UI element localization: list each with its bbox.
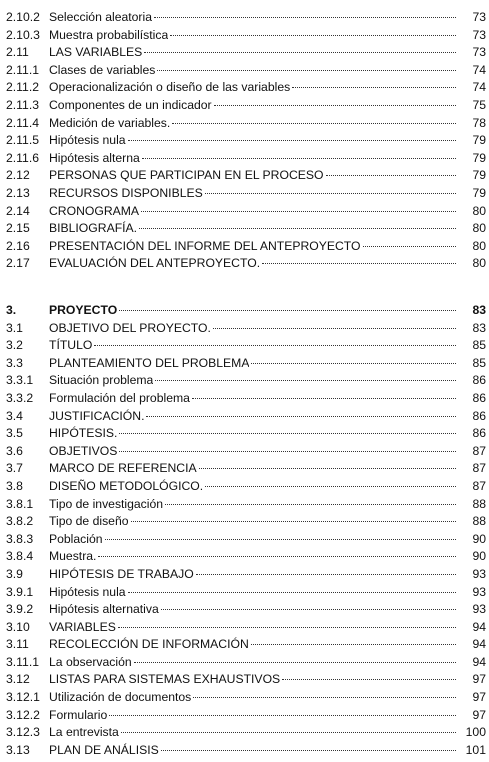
toc-entry-page: 80 [472, 256, 486, 271]
dot-leader [154, 17, 456, 18]
dot-leader [251, 644, 456, 645]
toc-entry [0, 355, 489, 373]
toc-entry-title: Hipótesis nula [49, 133, 126, 148]
toc-entry-number: 3.12.3 [6, 725, 40, 740]
toc-entry [0, 337, 489, 355]
toc-entry-number: 3.8.4 [6, 549, 34, 564]
toc-entry [0, 44, 489, 62]
toc-entry [0, 548, 489, 566]
toc-entry-page: 93 [472, 602, 486, 617]
toc-entry-title: Muestra probabilística [49, 27, 169, 42]
dot-leader [161, 609, 456, 610]
toc-entry-page: 78 [472, 115, 486, 130]
toc-entry-page: 85 [472, 355, 486, 370]
toc-entry-title: La observación [49, 654, 132, 669]
toc-entry-page: 87 [472, 478, 486, 493]
toc-entry-page: 86 [472, 408, 486, 423]
toc-entry-number: 3.3.2 [6, 390, 34, 405]
dot-leader [214, 105, 456, 106]
dot-leader [165, 504, 456, 505]
toc-entry [0, 443, 489, 461]
toc-entry-title: Situación problema [49, 373, 154, 388]
toc-entry-title: JUSTIFICACIÓN. [49, 408, 145, 423]
toc-entry [0, 531, 489, 549]
toc-entry-page: 79 [472, 133, 486, 148]
toc-entry-number: 2.10.3 [6, 27, 40, 42]
toc-entry-page: 80 [472, 203, 486, 218]
toc-entry [0, 320, 489, 338]
toc-entry-page: 83 [472, 320, 486, 335]
dot-leader [119, 451, 456, 452]
toc-entry-number: 2.14 [6, 203, 30, 218]
toc-entry-title: LISTAS PARA SISTEMAS EXHAUSTIVOS [49, 672, 281, 687]
toc-entry-number: 2.16 [6, 238, 30, 253]
toc-entry-number: 3.8.2 [6, 514, 34, 529]
toc-entry-page: 94 [472, 654, 486, 669]
toc-entry [0, 79, 489, 97]
toc-entry-page: 73 [472, 27, 486, 42]
toc-entry-number: 3.3 [6, 355, 23, 370]
toc-entry-number: 2.11.4 [6, 115, 39, 130]
toc-entry-page: 101 [465, 742, 486, 757]
toc-entry-number: 3.13 [6, 742, 30, 757]
toc-entry-title: Tipo de diseño [49, 514, 129, 529]
dot-leader [128, 592, 456, 593]
toc-entry-number: 2.11 [6, 45, 29, 60]
toc-entry-title: Clases de variables [49, 62, 156, 77]
toc-section-chapter-3 [0, 302, 489, 759]
toc-entry-title: CRONOGRAMA [49, 203, 140, 218]
toc-entry-title: Medición de variables. [49, 115, 171, 130]
toc-entry-number: 2.17 [6, 256, 30, 271]
dot-leader [282, 679, 456, 680]
toc-entry-title: DISEÑO METODOLÓGICO. [49, 478, 204, 493]
toc-entry-title: BIBLIOGRAFÍA. [49, 221, 138, 236]
dot-leader [139, 228, 456, 229]
dot-leader [109, 715, 456, 716]
toc-entry-number: 2.12 [6, 168, 30, 183]
dot-leader [157, 70, 456, 71]
toc-entry [0, 671, 489, 689]
toc-entry-title: HIPÓTESIS DE TRABAJO [49, 566, 194, 581]
dot-leader [205, 486, 456, 487]
toc-entry [0, 513, 489, 531]
toc-entry [0, 478, 489, 496]
toc-entry [0, 167, 489, 185]
toc-entry-title: PLANTEAMIENTO DEL PROBLEMA [49, 355, 250, 370]
toc-entry-page: 73 [472, 45, 486, 60]
dot-leader [326, 175, 456, 176]
toc-entry [0, 601, 489, 619]
toc-entry [0, 115, 489, 133]
toc-entry-title: LAS VARIABLES [49, 45, 143, 60]
toc-entry-number: 3.11.1 [6, 654, 39, 669]
dot-leader [170, 35, 456, 36]
toc-entry-number: 3.5 [6, 426, 23, 441]
toc-entry [0, 9, 489, 27]
toc-entry [0, 185, 489, 203]
toc-entry-page: 86 [472, 390, 486, 405]
toc-entry-page: 86 [472, 373, 486, 388]
toc-entry-page: 97 [472, 707, 486, 722]
toc-entry [0, 62, 489, 80]
toc-entry-number: 3.9.2 [6, 602, 34, 617]
toc-entry-page: 93 [472, 566, 486, 581]
dot-leader [292, 87, 456, 88]
toc-entry-number: 2.11.5 [6, 133, 39, 148]
toc-entry-title: PRESENTACIÓN DEL INFORME DEL ANTEPROYECTO [49, 238, 361, 253]
toc-entry-page: 80 [472, 221, 486, 236]
toc-entry-page: 86 [472, 426, 486, 441]
toc-entry-title: Formulario [49, 707, 108, 722]
toc-entry [0, 689, 489, 707]
toc-entry-page: 79 [472, 168, 486, 183]
toc-entry [0, 27, 489, 45]
dot-leader [98, 556, 456, 557]
toc-entry [0, 566, 489, 584]
toc-entry-page: 79 [472, 150, 486, 165]
toc-entry [0, 238, 489, 256]
toc-entry [0, 584, 489, 602]
toc-entry [0, 496, 489, 514]
toc-entry-page: 74 [472, 62, 486, 77]
dot-leader [128, 140, 456, 141]
dot-leader [205, 193, 456, 194]
toc-entry-number: 2.11.3 [6, 97, 39, 112]
dot-leader [161, 750, 456, 751]
toc-entry [0, 372, 489, 390]
toc-entry-page: 94 [472, 619, 486, 634]
toc-entry-title: EVALUACIÓN DEL ANTEPROYECTO. [49, 256, 261, 271]
toc-entry [0, 97, 489, 115]
toc-entry [0, 742, 489, 760]
toc-entry-number: 3.9.1 [6, 584, 34, 599]
toc-entry-number: 3.8 [6, 478, 23, 493]
toc-entry-title: Utilización de documentos [49, 690, 192, 705]
toc-entry-title: PERSONAS QUE PARTICIPAN EN EL PROCESO [49, 168, 324, 183]
toc-entry-number: 2.13 [6, 185, 30, 200]
toc-entry-title: Selección aleatoria [49, 10, 152, 24]
dot-leader [118, 627, 456, 628]
toc-entry-title: Formulación del problema [49, 390, 190, 405]
toc-entry-number: 3.9 [6, 566, 23, 581]
toc-entry [0, 460, 489, 478]
toc-entry-title: Tipo de investigación [49, 496, 164, 511]
toc-entry-number: 3.7 [6, 461, 23, 476]
dot-leader [193, 697, 456, 698]
dot-leader [196, 574, 456, 575]
toc-entry-page: 74 [472, 80, 486, 95]
toc-entry [0, 132, 489, 150]
toc-entry-title: TÍTULO [49, 338, 93, 353]
toc-entry-page: 90 [472, 531, 486, 546]
toc-entry [0, 203, 489, 221]
toc-entry [0, 255, 489, 273]
toc-entry [0, 302, 489, 320]
toc-entry [0, 654, 489, 672]
toc-entry-number: 2.11.2 [6, 80, 39, 95]
toc-entry-number: 3.10 [6, 619, 30, 634]
toc-entry-number: 3.12.2 [6, 707, 40, 722]
toc-entry-title: Hipótesis nula [49, 584, 126, 599]
toc-entry [0, 150, 489, 168]
toc-entry-title: Población [49, 531, 103, 546]
toc-entry-title: Hipótesis alterna [49, 150, 140, 165]
toc-entry-number: 2.11.1 [6, 62, 39, 77]
toc-entry-page: 100 [465, 725, 486, 740]
dot-leader [141, 211, 456, 212]
toc-entry-number: 2.11.6 [6, 150, 39, 165]
dot-leader [213, 328, 456, 329]
toc-entry-page: 88 [472, 514, 486, 529]
dot-leader [199, 468, 456, 469]
toc-entry [0, 636, 489, 654]
toc-entry-page: 97 [472, 690, 486, 705]
dot-leader [251, 363, 456, 364]
dot-leader [142, 158, 456, 159]
dot-leader [172, 123, 456, 124]
toc-entry-number: 3.8.1 [6, 496, 34, 511]
dot-leader [155, 380, 456, 381]
toc-entry-number: 3.8.3 [6, 531, 34, 546]
toc-entry [0, 390, 489, 408]
toc-entry-title: VARIABLES [49, 619, 116, 634]
toc-entry-number: 3.12.1 [6, 690, 40, 705]
toc-entry-number: 3.1 [6, 320, 23, 335]
toc-entry-number: 3.2 [6, 338, 23, 353]
toc-entry-title: Hipótesis alternativa [49, 602, 159, 617]
toc-entry-title: MARCO DE REFERENCIA [49, 461, 197, 476]
toc-entry-number: 2.10.2 [6, 10, 40, 24]
toc-entry-number: 2.15 [6, 221, 30, 236]
dot-leader [144, 52, 456, 53]
toc-entry-number: 3.11 [6, 637, 29, 652]
toc-entry [0, 707, 489, 725]
toc-entry-page: 88 [472, 496, 486, 511]
toc-entry-title: PROYECTO [49, 303, 118, 317]
dot-leader [134, 662, 456, 663]
dot-leader [105, 539, 456, 540]
toc-entry-page: 94 [472, 637, 486, 652]
toc-entry-page: 87 [472, 443, 486, 458]
toc-entry [0, 425, 489, 443]
toc-entry-title: Componentes de un indicador [49, 97, 212, 112]
toc-entry-number: 3.12 [6, 672, 30, 687]
dot-leader [94, 345, 456, 346]
toc-entry-page: 85 [472, 338, 486, 353]
toc-entry-title: La entrevista [49, 725, 119, 740]
dot-leader [119, 433, 456, 434]
dot-leader [119, 310, 456, 311]
toc-entry-number: 3.6 [6, 443, 23, 458]
toc-entry [0, 619, 489, 637]
dot-leader [131, 521, 457, 522]
toc-entry-title: RECURSOS DISPONIBLES [49, 185, 203, 200]
toc-entry-page: 79 [472, 185, 486, 200]
toc-entry-title: OBJETIVOS [49, 443, 118, 458]
toc-entry-page: 73 [472, 10, 486, 24]
toc-entry-title: RECOLECCIÓN DE INFORMACIÓN [49, 637, 249, 652]
toc-entry-title: Muestra. [49, 549, 97, 564]
dot-leader [121, 732, 456, 733]
toc-entry-page: 75 [472, 97, 486, 112]
toc-entry-title: PLAN DE ANÁLISIS [49, 742, 159, 757]
toc-entry-number: 3.3.1 [6, 373, 34, 388]
toc-entry-title: Operacionalización o diseño de las variables [49, 80, 291, 95]
toc-entry [0, 724, 489, 742]
toc-entry-page: 97 [472, 672, 486, 687]
toc-section-chapter-2 [0, 9, 489, 273]
toc-entry [0, 220, 489, 238]
dot-leader [192, 398, 456, 399]
toc-entry-title: HIPÓTESIS. [49, 426, 118, 441]
dot-leader [262, 263, 456, 264]
toc-entry-title: OBJETIVO DEL PROYECTO. [49, 320, 211, 335]
toc-entry-page: 90 [472, 549, 486, 564]
dot-leader [363, 246, 456, 247]
toc-entry-page: 87 [472, 461, 486, 476]
toc-entry-number: 3.4 [6, 408, 23, 423]
dot-leader [146, 416, 456, 417]
toc-entry-page: 93 [472, 584, 486, 599]
toc-entry-page: 80 [472, 238, 486, 253]
toc-entry [0, 408, 489, 426]
toc-entry-number: 3. [6, 303, 17, 317]
toc-entry-page: 83 [472, 303, 486, 317]
